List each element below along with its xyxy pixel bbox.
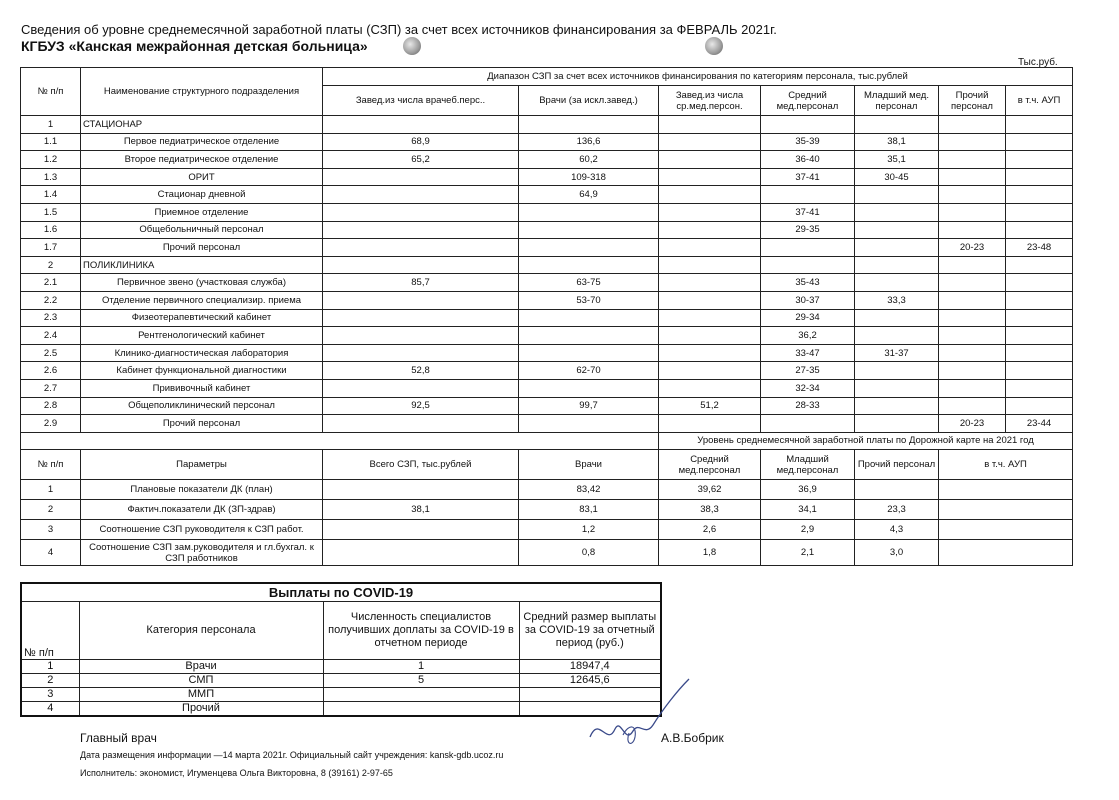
row-value <box>855 415 939 433</box>
row-unit-name: Отделение первичного специализир. приема <box>81 291 323 309</box>
covid-row-category: Врачи <box>79 660 323 674</box>
row-value <box>1006 309 1073 327</box>
row-value: 29-34 <box>761 309 855 327</box>
row-number: 1.5 <box>21 203 81 221</box>
row-value <box>519 221 659 239</box>
roadmap-row <box>21 480 1073 500</box>
row-value <box>1006 362 1073 380</box>
row-value <box>855 221 939 239</box>
row-value <box>1006 168 1073 186</box>
row-value <box>855 397 939 415</box>
row-value <box>855 116 939 134</box>
roadmap-row-number: 2 <box>21 500 81 520</box>
column-header-number: № п/п <box>21 68 81 116</box>
covid-column-number: № п/п <box>21 602 79 660</box>
row-value <box>659 362 761 380</box>
row-value: 51,2 <box>659 397 761 415</box>
row-value <box>761 256 855 274</box>
roadmap-row-name: Соотношение СЗП зам.руководителя и гл.бухгал. к СЗП работников <box>81 540 323 566</box>
roadmap-row <box>21 500 1073 520</box>
row-value <box>855 362 939 380</box>
row-value <box>323 256 519 274</box>
row-value <box>939 168 1006 186</box>
section-row <box>21 116 1073 134</box>
covid-row-category: ММП <box>79 688 323 702</box>
covid-column-count: Численность специалистов получивших доплаты за COVID-19 в отчетном периоде <box>323 602 519 660</box>
table-row <box>21 151 1073 169</box>
roadmap-row-number: 3 <box>21 520 81 540</box>
row-value <box>1006 397 1073 415</box>
table-row <box>21 168 1073 186</box>
row-value <box>939 309 1006 327</box>
row-unit-name: Стационар дневной <box>81 186 323 204</box>
roadmap-row-value: 23,3 <box>855 500 939 520</box>
row-value: 37-41 <box>761 168 855 186</box>
roadmap-row-number: 1 <box>21 480 81 500</box>
row-number: 2.1 <box>21 274 81 292</box>
row-value <box>761 415 855 433</box>
row-value: 64,9 <box>519 186 659 204</box>
row-value: 99,7 <box>519 397 659 415</box>
roadmap-row-value: 2,6 <box>659 520 761 540</box>
row-number: 2.7 <box>21 379 81 397</box>
row-value <box>939 344 1006 362</box>
row-value <box>939 186 1006 204</box>
row-value <box>855 239 939 257</box>
row-number: 2 <box>21 256 81 274</box>
row-value <box>761 186 855 204</box>
row-value: 92,5 <box>323 397 519 415</box>
row-value <box>761 116 855 134</box>
row-value <box>323 309 519 327</box>
covid-row-count <box>323 688 519 702</box>
report-title: Сведения об уровне среднемесячной заработной платы (СЗП) за счет всех источников финансирования за ФЕВРАЛЬ 2021г. <box>21 22 777 37</box>
category-header: Завед.из числа врачеб.перс.. <box>323 86 519 116</box>
row-value <box>659 168 761 186</box>
roadmap-column-header: Врачи <box>519 450 659 480</box>
row-number: 2.4 <box>21 327 81 345</box>
row-value: 38,1 <box>855 133 939 151</box>
row-value: 36,2 <box>761 327 855 345</box>
row-number: 1.4 <box>21 186 81 204</box>
row-value <box>855 327 939 345</box>
row-value <box>1006 256 1073 274</box>
punch-hole-icon <box>705 37 723 55</box>
category-header: Врачи (за искл.завед.) <box>519 86 659 116</box>
row-value: 36-40 <box>761 151 855 169</box>
row-value <box>855 256 939 274</box>
row-value <box>939 203 1006 221</box>
row-value: 23-48 <box>1006 239 1073 257</box>
row-unit-name: Клинико-диагностическая лаборатория <box>81 344 323 362</box>
roadmap-row-value: 38,3 <box>659 500 761 520</box>
roadmap-row-value: 3,0 <box>855 540 939 566</box>
row-value <box>323 415 519 433</box>
row-value: 62-70 <box>519 362 659 380</box>
row-value: 60,2 <box>519 151 659 169</box>
row-number: 2.5 <box>21 344 81 362</box>
row-value: 32-34 <box>761 379 855 397</box>
roadmap-row-value: 39,62 <box>659 480 761 500</box>
roadmap-row-number: 4 <box>21 540 81 566</box>
covid-column-category: Категория персонала <box>79 602 323 660</box>
roadmap-row-value: 38,1 <box>323 500 519 520</box>
table-row <box>21 221 1073 239</box>
row-value: 37-41 <box>761 203 855 221</box>
row-number: 2.8 <box>21 397 81 415</box>
row-unit-name: Рентгенологический кабинет <box>81 327 323 345</box>
roadmap-row-value: 1,2 <box>519 520 659 540</box>
row-value <box>519 309 659 327</box>
row-value <box>519 327 659 345</box>
covid-title: Выплаты по COVID-19 <box>21 583 661 602</box>
covid-row-number: 3 <box>21 688 79 702</box>
row-value <box>1006 221 1073 239</box>
executor-info: Исполнитель: экономист, Игуменцева Ольга Викторовна, 8 (39161) 2-97-65 <box>80 768 393 778</box>
row-value <box>519 203 659 221</box>
row-value <box>939 133 1006 151</box>
row-unit-name: Физеотерапевтический кабинет <box>81 309 323 327</box>
signatory-name: А.В.Бобрик <box>661 731 724 745</box>
category-header: Младший мед. персонал <box>855 86 939 116</box>
roadmap-column-header: Младший мед.персонал <box>761 450 855 480</box>
roadmap-row-value <box>855 480 939 500</box>
row-value: 85,7 <box>323 274 519 292</box>
row-unit-name: Приемное отделение <box>81 203 323 221</box>
row-value <box>323 344 519 362</box>
covid-row-average: 18947,4 <box>519 660 661 674</box>
row-unit-name: Кабинет функциональной диагностики <box>81 362 323 380</box>
covid-row <box>21 660 661 674</box>
roadmap-column-header: Всего СЗП, тыс.рублей <box>323 450 519 480</box>
row-unit-name: ПОЛИКЛИНИКА <box>81 256 323 274</box>
row-value <box>939 151 1006 169</box>
covid-column-average: Средний размер выплаты за COVID-19 за отчетный период (руб.) <box>519 602 661 660</box>
row-value <box>659 309 761 327</box>
covid-row-number: 2 <box>21 674 79 688</box>
roadmap-row-value <box>323 540 519 566</box>
table-row <box>21 362 1073 380</box>
row-value <box>323 327 519 345</box>
table-row <box>21 309 1073 327</box>
row-value <box>855 274 939 292</box>
roadmap-row-value: 0,8 <box>519 540 659 566</box>
row-value <box>323 116 519 134</box>
roadmap-row-name: Соотношение СЗП руководителя к СЗП работ. <box>81 520 323 540</box>
table-row <box>21 203 1073 221</box>
row-value <box>1006 133 1073 151</box>
covid-row-average: 12645,6 <box>519 674 661 688</box>
row-value: 27-35 <box>761 362 855 380</box>
roadmap-row-value: 36,9 <box>761 480 855 500</box>
row-value: 53-70 <box>519 291 659 309</box>
row-unit-name: Прочий персонал <box>81 239 323 257</box>
row-number: 1.2 <box>21 151 81 169</box>
row-value <box>323 291 519 309</box>
table-row <box>21 274 1073 292</box>
row-value <box>519 415 659 433</box>
row-value <box>659 133 761 151</box>
roadmap-column-number: № п/п <box>21 450 81 480</box>
row-unit-name: Первичное звено (участковая служба) <box>81 274 323 292</box>
row-value: 20-23 <box>939 239 1006 257</box>
row-value: 20-23 <box>939 415 1006 433</box>
table-row <box>21 397 1073 415</box>
covid-payments-table <box>20 582 662 717</box>
row-value <box>323 221 519 239</box>
roadmap-row <box>21 540 1073 566</box>
row-value: 29-35 <box>761 221 855 239</box>
row-value <box>659 151 761 169</box>
row-number: 1.1 <box>21 133 81 151</box>
roadmap-row-value: 83,1 <box>519 500 659 520</box>
covid-row-category: Прочий <box>79 702 323 716</box>
roadmap-row-value: 83,42 <box>519 480 659 500</box>
row-number: 1.3 <box>21 168 81 186</box>
column-header-unit: Наименование структурного подразделения <box>81 68 323 116</box>
row-value <box>855 309 939 327</box>
row-value <box>939 379 1006 397</box>
row-number: 2.6 <box>21 362 81 380</box>
row-value <box>323 239 519 257</box>
row-value <box>1006 291 1073 309</box>
row-value <box>761 239 855 257</box>
row-value <box>659 203 761 221</box>
row-number: 2.3 <box>21 309 81 327</box>
row-value <box>1006 186 1073 204</box>
row-value <box>939 221 1006 239</box>
salary-table <box>20 67 1073 566</box>
row-value <box>519 344 659 362</box>
table-row <box>21 415 1073 433</box>
row-value <box>519 256 659 274</box>
row-value <box>1006 151 1073 169</box>
row-value <box>1006 327 1073 345</box>
roadmap-column-header: Прочий персонал <box>855 450 939 480</box>
row-value <box>939 397 1006 415</box>
row-unit-name: Первое педиатрическое отделение <box>81 133 323 151</box>
table-row <box>21 344 1073 362</box>
row-value <box>659 291 761 309</box>
table-row <box>21 186 1073 204</box>
row-number: 1 <box>21 116 81 134</box>
covid-row-number: 4 <box>21 702 79 716</box>
placement-info: Дата размещения информации —14 марта 2021г. Официальный сайт учреждения: kansk-gdb.ucoz.ru <box>80 750 504 760</box>
category-header: в т.ч. АУП <box>1006 86 1073 116</box>
roadmap-row-value <box>939 480 1073 500</box>
row-unit-name: Общебольничный персонал <box>81 221 323 239</box>
covid-row <box>21 674 661 688</box>
row-value <box>1006 116 1073 134</box>
roadmap-spacer <box>21 432 659 450</box>
row-value <box>659 256 761 274</box>
table-row <box>21 379 1073 397</box>
roadmap-header: Уровень среднемесячной заработной платы по Дорожной карте на 2021 год <box>659 432 1073 450</box>
covid-row <box>21 688 661 702</box>
row-unit-name: СТАЦИОНАР <box>81 116 323 134</box>
row-value <box>323 379 519 397</box>
row-number: 1.7 <box>21 239 81 257</box>
roadmap-row-name: Фактич.показатели ДК (ЗП-здрав) <box>81 500 323 520</box>
row-unit-name: Прививочный кабинет <box>81 379 323 397</box>
roadmap-row-name: Плановые показатели ДК (план) <box>81 480 323 500</box>
punch-hole-icon <box>403 37 421 55</box>
roadmap-column-header: Средний мед.персонал <box>659 450 761 480</box>
row-value <box>659 186 761 204</box>
roadmap-row-value: 34,1 <box>761 500 855 520</box>
row-value <box>323 168 519 186</box>
roadmap-column-params: Параметры <box>81 450 323 480</box>
row-value <box>855 203 939 221</box>
row-value <box>323 203 519 221</box>
row-value <box>939 116 1006 134</box>
table-row <box>21 133 1073 151</box>
roadmap-row-value: 1,8 <box>659 540 761 566</box>
row-value <box>659 221 761 239</box>
row-unit-name: Прочий персонал <box>81 415 323 433</box>
row-value <box>939 274 1006 292</box>
row-value <box>659 239 761 257</box>
roadmap-row-value: 2,9 <box>761 520 855 540</box>
roadmap-column-header: в т.ч. АУП <box>939 450 1073 480</box>
row-unit-name: Общеполиклинический персонал <box>81 397 323 415</box>
row-number: 2.9 <box>21 415 81 433</box>
row-value <box>939 291 1006 309</box>
organization-name: КГБУЗ «Канская межрайонная детская больница» <box>21 38 368 54</box>
row-value: 33,3 <box>855 291 939 309</box>
covid-row-count: 5 <box>323 674 519 688</box>
units-label: Тыс.руб. <box>1018 57 1058 68</box>
row-value <box>1006 274 1073 292</box>
roadmap-row-value: 4,3 <box>855 520 939 540</box>
roadmap-row-value: 2,1 <box>761 540 855 566</box>
table-row <box>21 291 1073 309</box>
covid-row-number: 1 <box>21 660 79 674</box>
row-value: 136,6 <box>519 133 659 151</box>
row-value <box>659 415 761 433</box>
covid-row-count <box>323 702 519 716</box>
row-value <box>659 116 761 134</box>
roadmap-row-value <box>323 480 519 500</box>
roadmap-column-row <box>21 450 1073 480</box>
row-value <box>519 379 659 397</box>
row-number: 2.2 <box>21 291 81 309</box>
row-value: 65,2 <box>323 151 519 169</box>
chief-doctor-label: Главный врач <box>80 731 157 745</box>
roadmap-row-value <box>323 520 519 540</box>
row-value <box>659 274 761 292</box>
row-value <box>519 239 659 257</box>
row-value: 28-33 <box>761 397 855 415</box>
row-value <box>519 116 659 134</box>
section-row <box>21 256 1073 274</box>
row-value <box>939 327 1006 345</box>
row-value: 35-39 <box>761 133 855 151</box>
row-value: 31-37 <box>855 344 939 362</box>
category-header: Завед.из числа ср.мед.персон. <box>659 86 761 116</box>
row-value <box>939 362 1006 380</box>
row-number: 1.6 <box>21 221 81 239</box>
row-value <box>939 256 1006 274</box>
category-header: Прочий персонал <box>939 86 1006 116</box>
row-value <box>659 344 761 362</box>
roadmap-header-row <box>21 432 1073 450</box>
row-value: 23-44 <box>1006 415 1073 433</box>
covid-row-category: СМП <box>79 674 323 688</box>
roadmap-row-value <box>939 500 1073 520</box>
roadmap-row-value <box>939 520 1073 540</box>
row-value <box>659 327 761 345</box>
row-value: 35-43 <box>761 274 855 292</box>
row-value: 109-318 <box>519 168 659 186</box>
covid-row <box>21 702 661 716</box>
table-row <box>21 239 1073 257</box>
row-value <box>323 186 519 204</box>
row-value <box>1006 344 1073 362</box>
row-value <box>1006 379 1073 397</box>
row-value <box>1006 203 1073 221</box>
roadmap-row-value <box>939 540 1073 566</box>
covid-row-count: 1 <box>323 660 519 674</box>
category-header: Средний мед.персонал <box>761 86 855 116</box>
row-value: 35,1 <box>855 151 939 169</box>
row-unit-name: Второе педиатрическое отделение <box>81 151 323 169</box>
row-value: 52,8 <box>323 362 519 380</box>
row-value: 30-37 <box>761 291 855 309</box>
row-value: 63-75 <box>519 274 659 292</box>
row-value <box>855 186 939 204</box>
row-value <box>659 379 761 397</box>
row-value: 68,9 <box>323 133 519 151</box>
range-header: Диапазон СЗП за счет всех источников финансирования по категориям персонала, тыс.рублей <box>323 68 1073 86</box>
row-value: 33-47 <box>761 344 855 362</box>
table-row <box>21 327 1073 345</box>
row-value: 30-45 <box>855 168 939 186</box>
row-value <box>855 379 939 397</box>
row-unit-name: ОРИТ <box>81 168 323 186</box>
roadmap-row <box>21 520 1073 540</box>
